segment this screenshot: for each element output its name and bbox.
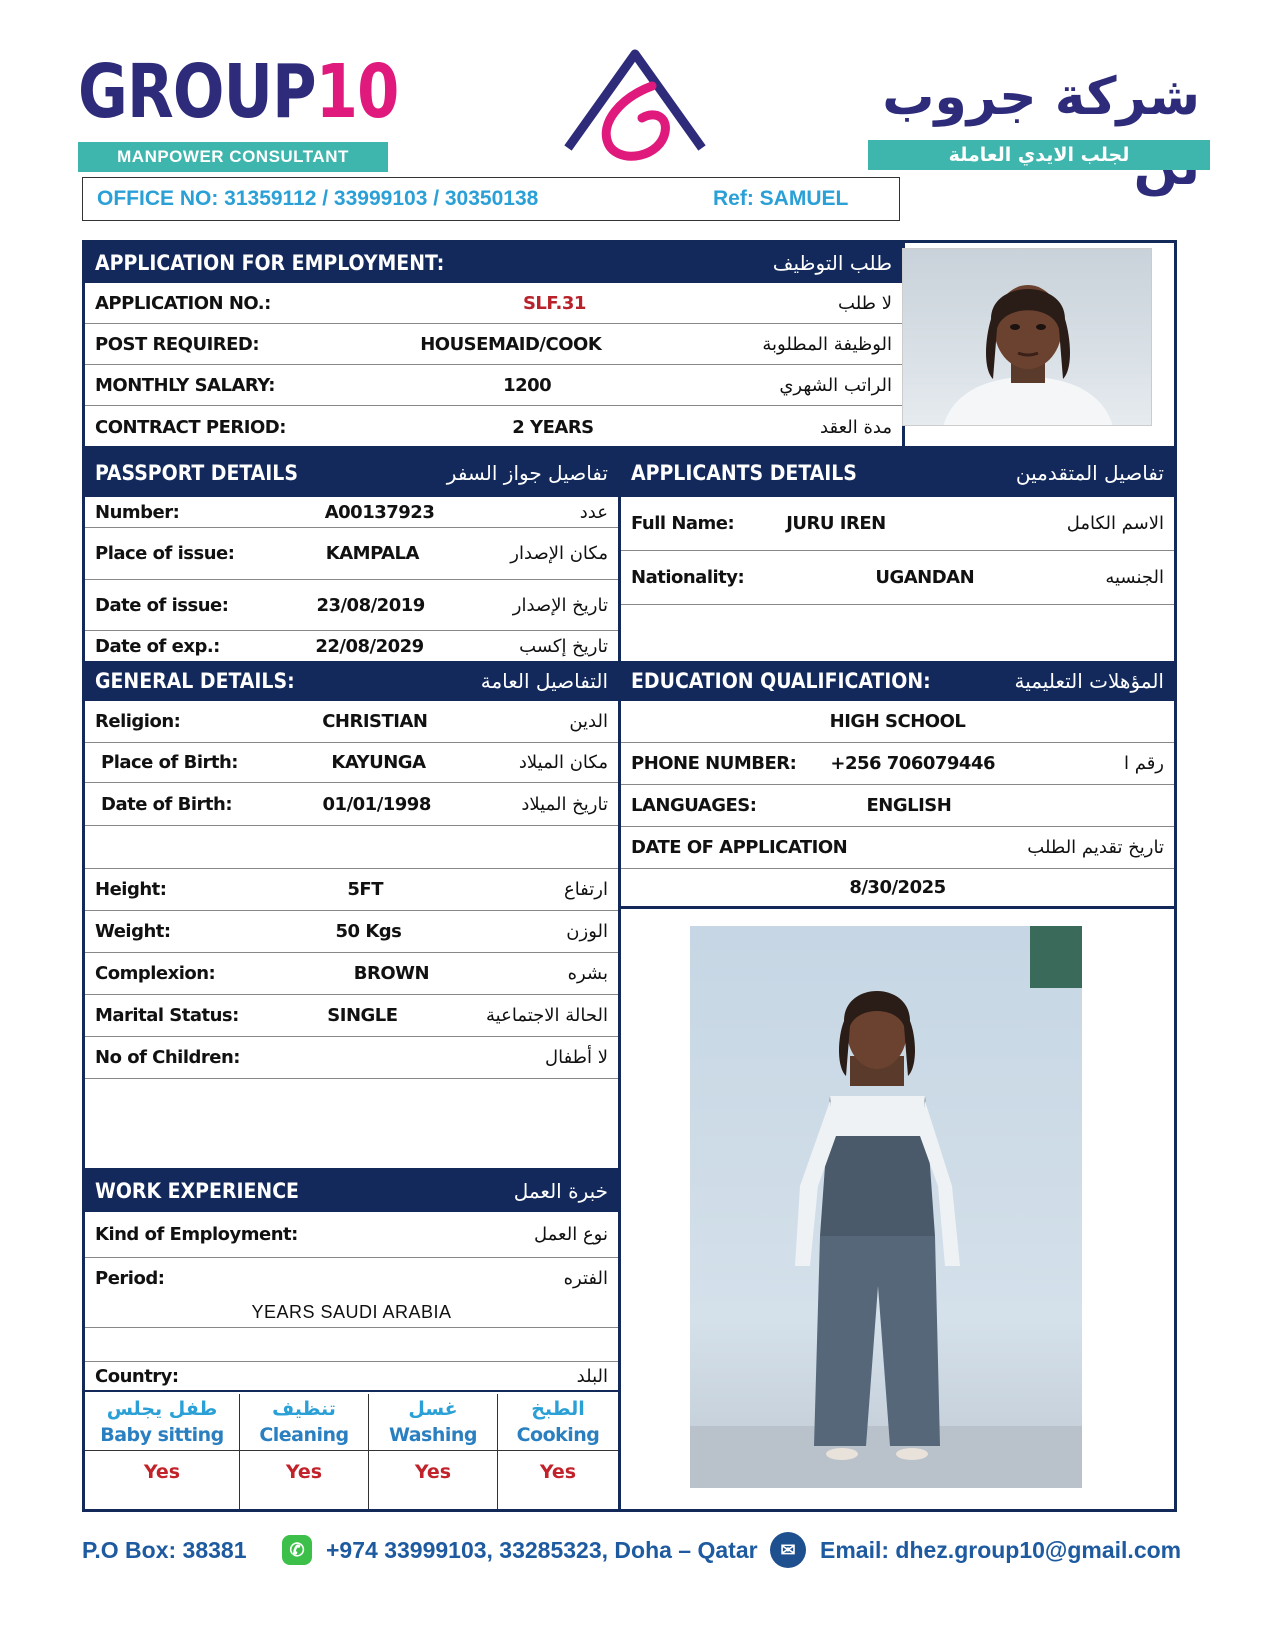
mail-icon: ✉ (770, 1532, 806, 1568)
period-value: YEARS SAUDI ARABIA (251, 1302, 452, 1322)
work-rows (85, 1212, 618, 1392)
phone-label: PHONE NUMBER: (631, 753, 797, 774)
skill-cooking (498, 1394, 618, 1509)
passport-number-row (85, 497, 618, 528)
applicant-header (621, 449, 1174, 497)
monthly-salary-row (85, 365, 902, 406)
country-row (85, 1362, 618, 1392)
row-label: CONTRACT PERIOD: (95, 416, 286, 438)
weight-row (85, 911, 618, 953)
whatsapp-icon: ✆ (282, 1535, 312, 1565)
full-body-image (690, 926, 1082, 1488)
skill-cleaning (240, 1394, 369, 1509)
application-no-row (85, 283, 902, 324)
row-label-ar: تاريخ إكسب (519, 635, 608, 657)
row-label: APPLICATION NO.: (95, 292, 271, 314)
contact-phones (282, 1535, 770, 1565)
skill-label: Cooking (516, 1424, 600, 1446)
row-value: HOUSEMAID/COOK (420, 333, 602, 355)
languages-value: ENGLISH (866, 795, 952, 816)
work-title-ar: خبرة العمل (513, 1179, 608, 1203)
skill-label-ar: طفل يجلس (106, 1398, 218, 1420)
applicant-title-ar: تفاصيل المتقدمين (1015, 461, 1164, 485)
applicant-full-body-photo (690, 926, 1082, 1488)
blank-row (85, 825, 618, 869)
row-label: Date of exp.: (95, 635, 220, 657)
house-emblem-icon (560, 48, 710, 168)
date-of-birth-row (85, 783, 618, 825)
application-rows (85, 283, 902, 448)
row-label-ar: الفتره (563, 1267, 608, 1289)
skill-value: Yes (498, 1450, 618, 1493)
row-label: Full Name: (631, 513, 735, 534)
logo-number: 10 (315, 49, 399, 135)
skill-label: Washing (388, 1424, 478, 1446)
education-rows (621, 701, 1174, 909)
religion-row (85, 701, 618, 743)
place-of-issue-row (85, 528, 618, 580)
row-label-ar: بشره (567, 963, 608, 984)
marital-status-row (85, 995, 618, 1037)
row-value: 2 YEARS (512, 416, 594, 438)
row-value: UGANDAN (875, 567, 975, 588)
application-header (85, 243, 902, 283)
row-label-ar: ارتفاع (563, 879, 608, 900)
place-of-birth-row (85, 743, 618, 783)
work-title: WORK EXPERIENCE (95, 1179, 299, 1203)
row-value: CHRISTIAN (322, 711, 428, 732)
row-label: MONTHLY SALARY: (95, 374, 275, 396)
period-row (85, 1258, 618, 1298)
row-label-ar: تاريخ الإصدار (512, 594, 608, 616)
work-header (85, 1170, 618, 1212)
row-label: Place of Birth: (101, 752, 239, 773)
passport-rows (85, 497, 618, 661)
row-label: Complexion: (95, 963, 216, 984)
row-label-ar: مدة العقد (820, 416, 892, 438)
passport-title-ar: تفاصيل جواز السفر (446, 461, 608, 485)
portrait-image (903, 249, 1152, 426)
row-label-ar: الاسم الكامل (1066, 513, 1164, 534)
applicant-title: APPLICANTS DETAILS (631, 461, 857, 485)
row-label-ar: مكان الميلاد (518, 752, 608, 773)
row-label-ar: الجنسيه (1105, 567, 1164, 588)
row-value: BROWN (353, 963, 430, 984)
passport-title: PASSPORT DETAILS (95, 461, 298, 485)
office-numbers: OFFICE NO: 31359112 / 33999103 / 30350138 (97, 187, 539, 210)
education-row (621, 701, 1174, 743)
center-divider (618, 449, 621, 1509)
kind-of-employment-row (85, 1212, 618, 1258)
logo-main: GROUP (78, 49, 316, 135)
po-box (82, 1537, 282, 1564)
applicant-portrait-photo (902, 248, 1152, 426)
row-label: POST REQUIRED: (95, 333, 260, 355)
po-box-text: P.O Box: 38381 (82, 1536, 247, 1563)
row-label: Kind of Employment: (95, 1224, 298, 1245)
skill-value: Yes (240, 1450, 368, 1493)
skill-label-ar: تنظيف (272, 1398, 336, 1420)
row-label-ar: لا أطفال (545, 1047, 608, 1068)
skill-value: Yes (85, 1450, 239, 1493)
height-row (85, 869, 618, 911)
row-label-ar: تاريخ الميلاد (521, 793, 608, 815)
row-label: Marital Status: (95, 1005, 239, 1026)
education-value: HIGH SCHOOL (829, 711, 966, 732)
row-label-ar: الحالة الاجتماعية (486, 1005, 608, 1026)
row-value: 01/01/1998 (322, 793, 431, 815)
skill-washing (369, 1394, 498, 1509)
languages-label: LANGUAGES: (631, 795, 757, 816)
application-title-ar: طلب التوظيف (772, 251, 892, 275)
children-row (85, 1037, 618, 1079)
row-label-ar: مكان الإصدار (510, 543, 608, 564)
date-of-application-row (621, 827, 1174, 869)
company-logo (78, 49, 399, 135)
arabic-brand: شركة جروب (882, 67, 1200, 127)
email-text[interactable]: Email: dhez.group10@gmail.com (820, 1536, 1182, 1563)
row-label: Religion: (95, 711, 181, 732)
row-value: 5FT (347, 879, 383, 900)
post-required-row (85, 324, 902, 365)
row-value: KAYUNGA (331, 752, 426, 773)
skills-table (85, 1394, 618, 1509)
complexion-row (85, 953, 618, 995)
row-value: SLF.31 (522, 292, 586, 314)
applicant-rows (621, 497, 1174, 605)
phone-value: +256 706079446 (830, 753, 996, 774)
contract-period-row (85, 406, 902, 448)
general-title-ar: التفاصيل العامة (480, 669, 608, 693)
row-value: 23/08/2019 (316, 594, 425, 616)
skill-label: Baby sitting (100, 1424, 224, 1446)
full-name-row (621, 497, 1174, 551)
application-title: APPLICATION FOR EMPLOYMENT: (95, 251, 445, 275)
date-of-expiry-row (85, 631, 618, 661)
passport-header (85, 449, 618, 497)
period-value-row (85, 1298, 618, 1328)
general-title: GENERAL DETAILS: (95, 669, 295, 693)
row-label: Number: (95, 501, 180, 523)
skill-label-ar: غسل (408, 1398, 458, 1420)
date-of-issue-row (85, 580, 618, 631)
row-value: JURU IREN (786, 513, 886, 534)
row-label-ar: عدد (579, 501, 608, 523)
nationality-row (621, 551, 1174, 605)
phone-label-ar: رقم ا (1124, 753, 1164, 774)
date-of-application-label-ar: تاريخ تقديم الطلب (1027, 837, 1164, 858)
row-label-ar: الدين (569, 711, 608, 732)
footer (82, 1530, 1192, 1570)
row-value: 22/08/2029 (315, 635, 424, 657)
skill-value: Yes (369, 1450, 497, 1493)
arabic-tagline-bar: لجلب الايدي العاملة (868, 140, 1210, 170)
row-value: A00137923 (324, 501, 435, 523)
skill-baby-sitting (85, 1394, 240, 1509)
contact-email[interactable] (770, 1532, 1181, 1568)
office-info-box (82, 177, 900, 221)
skill-label-ar: الطبخ (531, 1398, 585, 1420)
date-of-application-value: 8/30/2025 (849, 877, 946, 898)
education-title: EDUCATION QUALIFICATION: (631, 669, 931, 693)
general-rows (85, 701, 618, 1079)
phones-text: +974 33999103, 33285323, Doha – Qatar (326, 1536, 758, 1563)
row-label-ar: الوظيفة المطلوبة (762, 333, 892, 355)
row-label: Weight: (95, 921, 171, 942)
education-title-ar: المؤهلات التعليمية (1014, 669, 1164, 693)
languages-row (621, 785, 1174, 827)
row-label-ar: البلد (576, 1365, 608, 1387)
row-label: Place of issue: (95, 543, 235, 564)
row-label: Country: (95, 1365, 179, 1387)
phone-row (621, 743, 1174, 785)
row-label-ar: الراتب الشهري (779, 374, 892, 396)
blank-row (85, 1328, 618, 1362)
row-label: Date of Birth: (101, 793, 233, 815)
education-header (621, 661, 1174, 701)
row-label-ar: لا طلب (838, 292, 892, 314)
row-label: Height: (95, 879, 167, 900)
row-label: Nationality: (631, 567, 745, 588)
date-of-application-label: DATE OF APPLICATION (631, 837, 848, 858)
row-label-ar: نوع العمل (534, 1224, 608, 1245)
tagline-bar: MANPOWER CONSULTANT (78, 142, 388, 172)
date-of-application-value-row (621, 869, 1174, 909)
row-label: No of Children: (95, 1047, 241, 1068)
row-label: Period: (95, 1267, 165, 1289)
row-value: SINGLE (327, 1005, 398, 1026)
general-header (85, 661, 618, 701)
row-value: KAMPALA (325, 543, 419, 564)
row-value: 1200 (503, 374, 552, 396)
row-label: Date of issue: (95, 594, 229, 616)
skill-label: Cleaning (259, 1424, 349, 1446)
reference: Ref: SAMUEL (713, 187, 849, 210)
row-value: 50 Kgs (335, 921, 402, 942)
row-label-ar: الوزن (566, 921, 608, 942)
